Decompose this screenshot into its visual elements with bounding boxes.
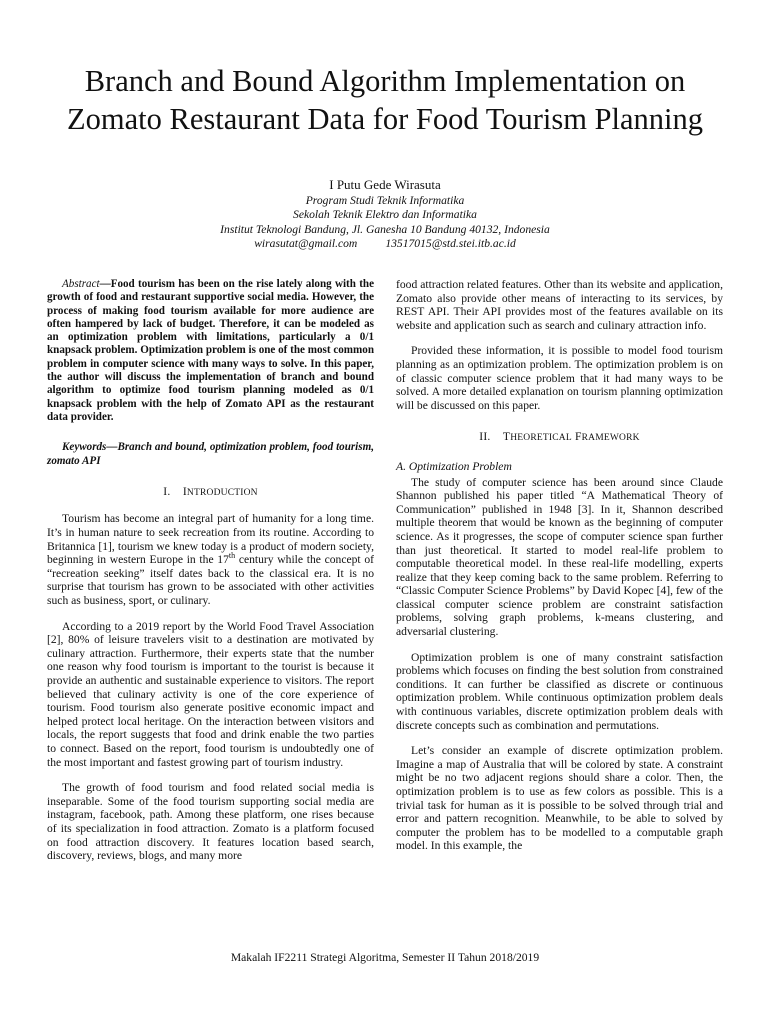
- paper-title: [20, 62, 750, 138]
- keywords: [47, 441, 374, 468]
- theory-paragraph-3: Let’s consider an example of discrete optimization problem. Imagine a map of Australia that will be colored by state. A constraint might be no two adjacent regions should share a color. Then, the optimization problem is to use as few colors as possible. This is a trivial task for human as it is possible to be solved through trial and error and pattern recognition. Meanwhile, to be able to solved by computer the problem has to be modelled to a computable graph model. In this example, the: [396, 744, 723, 853]
- abstract: [47, 278, 374, 424]
- intro-paragraph-1: Tourism has become an integral part of humanity for a long time. It’s in human nature to seek recreation from its routine. According to Britannica [1], tourism we knew today is a product of modern society, beginning in western Europe in the 17th century while the concept of “recreation seeking” itself dates back to the classical era. It is no surprise that tourism has grown to be associated with other activities such as business, sport, or culinary.: [47, 512, 375, 608]
- intro-paragraph-3: The growth of food tourism and food related social media is inseparable. Some of the food tourism supporting social media are instagram, facebook, path. Among these platform, one rises because of its specialization in food attraction. Zomato is a platform focused on food attraction discovery. It features location based search, discovery, reviews, blogs, and many more: [47, 781, 374, 863]
- keywords-label: Keywords: [62, 441, 107, 454]
- intro-paragraph-2: According to a 2019 report by the World Food Travel Association [2], 80% of leisure travelers visit to a destination are motivated by culinary attraction. Furthermore, their experts state that the number one reason why food tourism is important to the tourist is because it provide an authentic and sustainable experience to visitors. The report believed that culinary activity is one of the core experience of tourism. Food tourism also generate positive economic impact and helped protect local heritage. On the interaction between visitors and locals, the report suggests that food and drink enable the two parties to connect. Based on the report, food tourism is undoubtedly one of the most important and fastest growing part of tourism industry.: [47, 619, 374, 769]
- section-heading-theoretical-framework: II. THEORETICAL FRAMEWORK: [479, 430, 640, 444]
- subsection-heading-optimization: A. Optimization Problem: [396, 459, 512, 473]
- author-emails: [0, 237, 770, 251]
- email-2: 13517015@std.stei.itb.ac.id: [385, 236, 516, 250]
- title-line-2: Zomato Restaurant Data for Food Tourism Planning: [66, 102, 704, 136]
- abstract-text: —Food tourism has been on the rise lately along with the growth of food and restaurant supportive social media. However, the process of making food tourism available for more audience are often hampered by lack of budget. Therefore, it can be modeled as an optimization problem with limitations, particularly a 0/1 knapsack problem. Optimization problem is one of the most common problem in computer science with many ways to solve. In this paper, the author will discuss the implementation of branch and bound algorithm to optimize food tourism planning modeled as 0/1 knapsack problem with the help of Zomato API as the restaurant data provider.: [47, 278, 374, 423]
- intro-paragraph-5: Provided these information, it is possible to model food tourism planning as an optimization problem. The optimization problem is on of classic computer science problem that it had many ways to be solved. A more detailed explanation on tourism planning optimization will be discussed on this paper.: [396, 344, 723, 412]
- affiliation-line-3: Institut Teknologi Bandung, Jl. Ganesha 10 Bandung 40132, Indonesia: [220, 222, 550, 236]
- intro-paragraph-4: food attraction related features. Other than its website and application, Zomato also provide other means of interacting to its services, by REST API. Their API provides most of the features available on its website and application such as search and culinary attraction info.: [396, 278, 723, 332]
- section-heading-introduction: I. INTRODUCTION: [163, 484, 258, 498]
- theory-paragraph-2: Optimization problem is one of many constraint satisfaction problems which focuses on finding the best solution from constrained conditions. It can further be classified as discrete or continuous optimization problem. While continuous optimization problem deals with continuous variables, discrete optimization problem deals with discrete concepts such as combination and permutations.: [396, 650, 723, 732]
- title-line-1: Branch and Bound Algorithm Implementation on: [84, 64, 686, 98]
- affiliation-line-1: Program Studi Teknik Informatika: [305, 194, 465, 207]
- abstract-label: Abstract: [62, 278, 100, 290]
- affiliation-line-2: Sekolah Teknik Elektro dan Informatika: [293, 208, 477, 222]
- keywords-text: —Branch and bound, optimization problem, food tourism, zomato API: [47, 441, 374, 467]
- author-name: I Putu Gede Wirasuta: [329, 177, 441, 192]
- email-1: wirasutat@gmail.com: [254, 236, 358, 250]
- right-column: [396, 278, 723, 853]
- author-affiliation: [0, 194, 770, 251]
- left-column: [47, 278, 374, 863]
- page-footer: Makalah IF2211 Strategi Algoritma, Semester II Tahun 2018/2019: [230, 951, 540, 964]
- theory-paragraph-1: The study of computer science has been around since Claude Shannon published his paper titled “A Mathematical Theory of Communication” published in 1948 [3]. In it, Shannon described multiple theorem that would be known as the beginning of computer science. As it progresses, the scope of computer science span further than just theoretical. It started to model real-life problem to computable theoretical model. In these real-life modelling, experts realize that they keep coming back to the same problem. Referring to “Classic Computer Science Problems” by David Kopec [4], few of the classical computer science problem are constraint satisfaction problems, solving graph problems, k-means clustering, and adversarial clustering.: [396, 475, 723, 639]
